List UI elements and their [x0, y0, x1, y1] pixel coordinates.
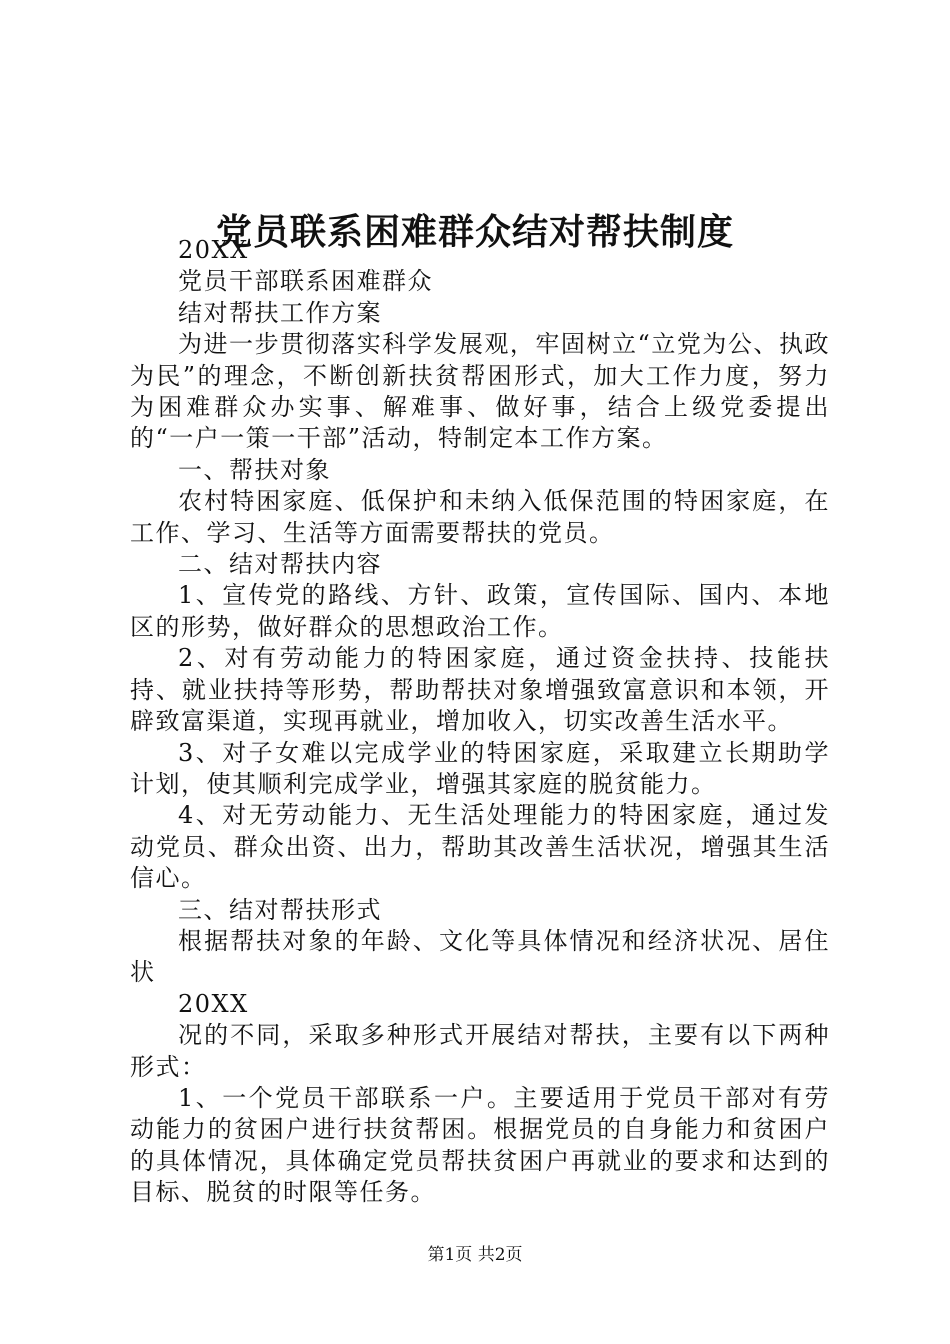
paragraph: 为进一步贯彻落实科学发展观，牢固树立“立党为公、执政为民”的理念，不断创新扶贫帮困形式，加大工作力度，努力为困难群众办实事、解难事、做好事，结合上级党委提出的“一户一策一干部”活动，特制定本工作方案。: [130, 330, 830, 453]
section-heading: 一、帮扶对象: [178, 455, 331, 484]
paragraph: 1、一个党员干部联系一户。主要适用于党员干部对有劳动能力的贫困户进行扶贫帮困。根据党员的自身能力和贫困户的具体情况，具体确定党员帮扶贫困户再就业的要求和达到的目标、脱贫的时限等任务。: [130, 1083, 830, 1207]
page-footer: 第1页 共2页: [427, 1245, 523, 1265]
section-heading: 三、结对帮扶形式: [178, 895, 382, 924]
paragraph: 农村特困家庭、低保护和未纳入低保范围的特困家庭，在工作、学习、生活等方面需要帮扶的党员。: [130, 487, 830, 547]
paragraph: 20XX: [178, 236, 249, 264]
document-body: [130, 235, 830, 1209]
paragraph: 2、对有劳动能力的特困家庭，通过资金扶持、技能扶持、就业扶持等形势，帮助帮扶对象增强致富意识和本领，开辟致富渠道，实现再就业，增加收入，切实改善生活水平。: [130, 644, 830, 736]
paragraph: 20XX: [178, 989, 249, 1018]
section-heading: 二、结对帮扶内容: [178, 550, 382, 579]
paragraph: 况的不同，采取多种形式开展结对帮扶，主要有以下两种形式：: [130, 1021, 830, 1081]
paragraph: 结对帮扶工作方案: [178, 298, 382, 327]
paragraph: 4、对无劳动能力、无生活处理能力的特困家庭，通过发动党员、群众出资、出力，帮助其改善生活状况，增强其生活信心。: [130, 801, 830, 893]
paragraph: 3、对子女难以完成学业的特困家庭，采取建立长期助学计划，使其顺利完成学业，增强其家庭的脱贫能力。: [130, 738, 830, 798]
paragraph: 1、宣传党的路线、方针、政策，宣传国际、国内、本地区的形势，做好群众的思想政治工作。: [130, 581, 830, 641]
paragraph: 党员干部联系困难群众: [178, 267, 433, 296]
paragraph: 根据帮扶对象的年龄、文化等具体情况和经济状况、居住状: [130, 926, 830, 987]
document-title: 党员联系困难群众结对帮扶制度: [215, 211, 734, 254]
